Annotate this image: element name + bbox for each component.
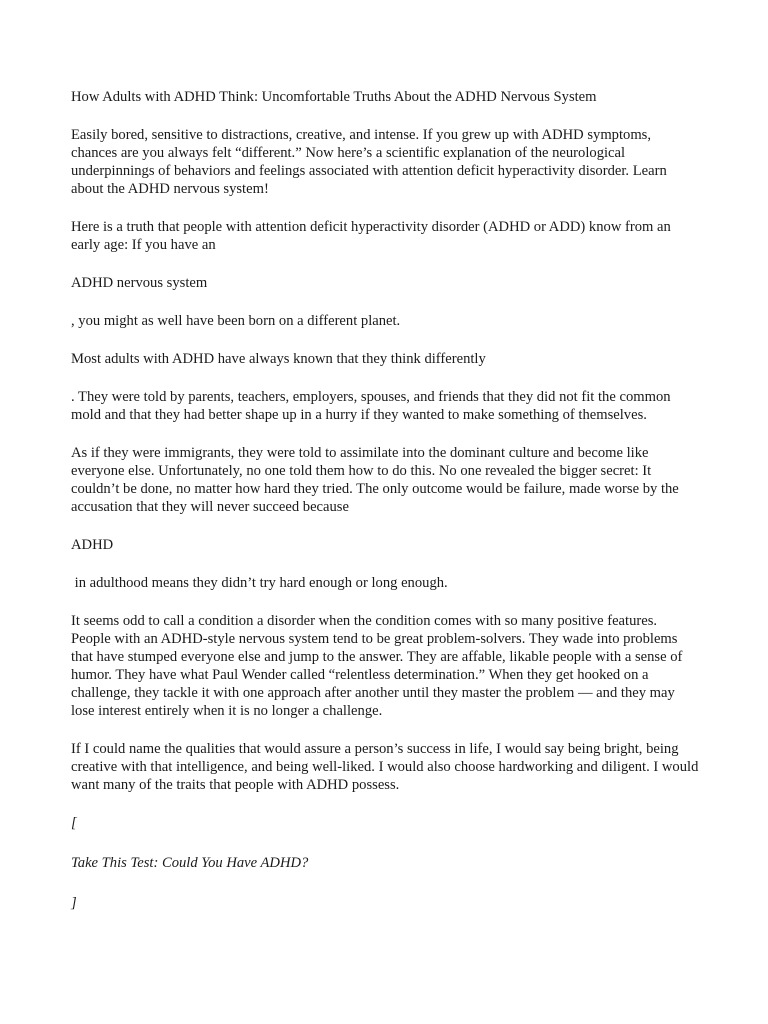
paragraph-immigrants: As if they were immigrants, they were told to assimilate into the dominant culture and become like everyone else. Unfortunately, no one told them how to do this. No one revealed the bigger secret: It couldn’t be done, no matter how hard they tried. The only outcome would be failure, made worse by the accusation that they will never succeed because	[71, 445, 679, 515]
paragraph-intro: Easily bored, sensitive to distractions, creative, and intense. If you grew up with ADHD symptoms, chances are you always felt “different.” Now here’s a scientific explanation of the neurological underpinnings of behaviors and feelings associated with attention deficit hyperactivity disorder. Learn about the ADHD nervous system!	[71, 127, 667, 197]
paragraph-think-differently: Most adults with ADHD have always known that they think differently	[71, 351, 486, 367]
test-link[interactable]: Take This Test: Could You Have ADHD?	[71, 855, 309, 871]
link-bracket-open: [	[71, 815, 77, 831]
document-title: How Adults with ADHD Think: Uncomfortable Truths About the ADHD Nervous System	[71, 89, 597, 105]
paragraph-positive-features: It seems odd to call a condition a disorder when the condition comes with so many positive features. People with an ADHD-style nervous system tend to be great problem-solvers. They wade into problems that have stumped everyone else and jump to the answer. They are affable, likable people with a sense of humor. They have what Paul Wender called “relentless determination.” When they get hooked on a challenge, they tackle it with one approach after another until they master the problem — and they may lose interest entirely when it is no longer a challenge.	[71, 613, 683, 719]
paragraph-adulthood: in adulthood means they didn’t try hard enough or long enough.	[71, 575, 448, 591]
link-bracket-close: ]	[71, 895, 77, 911]
paragraph-nervous-system: ADHD nervous system	[71, 275, 208, 291]
document-page	[71, 88, 699, 932]
paragraph-adhd: ADHD	[71, 537, 114, 553]
paragraph-planet: , you might as well have been born on a different planet.	[71, 313, 401, 329]
paragraph-qualities: If I could name the qualities that would assure a person’s success in life, I would say being bright, being creative with that intelligence, and being well-liked. I would also choose hardworking and diligent. I would want many of the traits that people with ADHD possess.	[71, 741, 699, 793]
paragraph-told-by-parents: . They were told by parents, teachers, employers, spouses, and friends that they did not fit the common mold and that they had better shape up in a hurry if they wanted to make something of themselves.	[71, 389, 671, 423]
paragraph-truth: Here is a truth that people with attention deficit hyperactivity disorder (ADHD or ADD) know from an early age: If you have an	[71, 219, 671, 253]
